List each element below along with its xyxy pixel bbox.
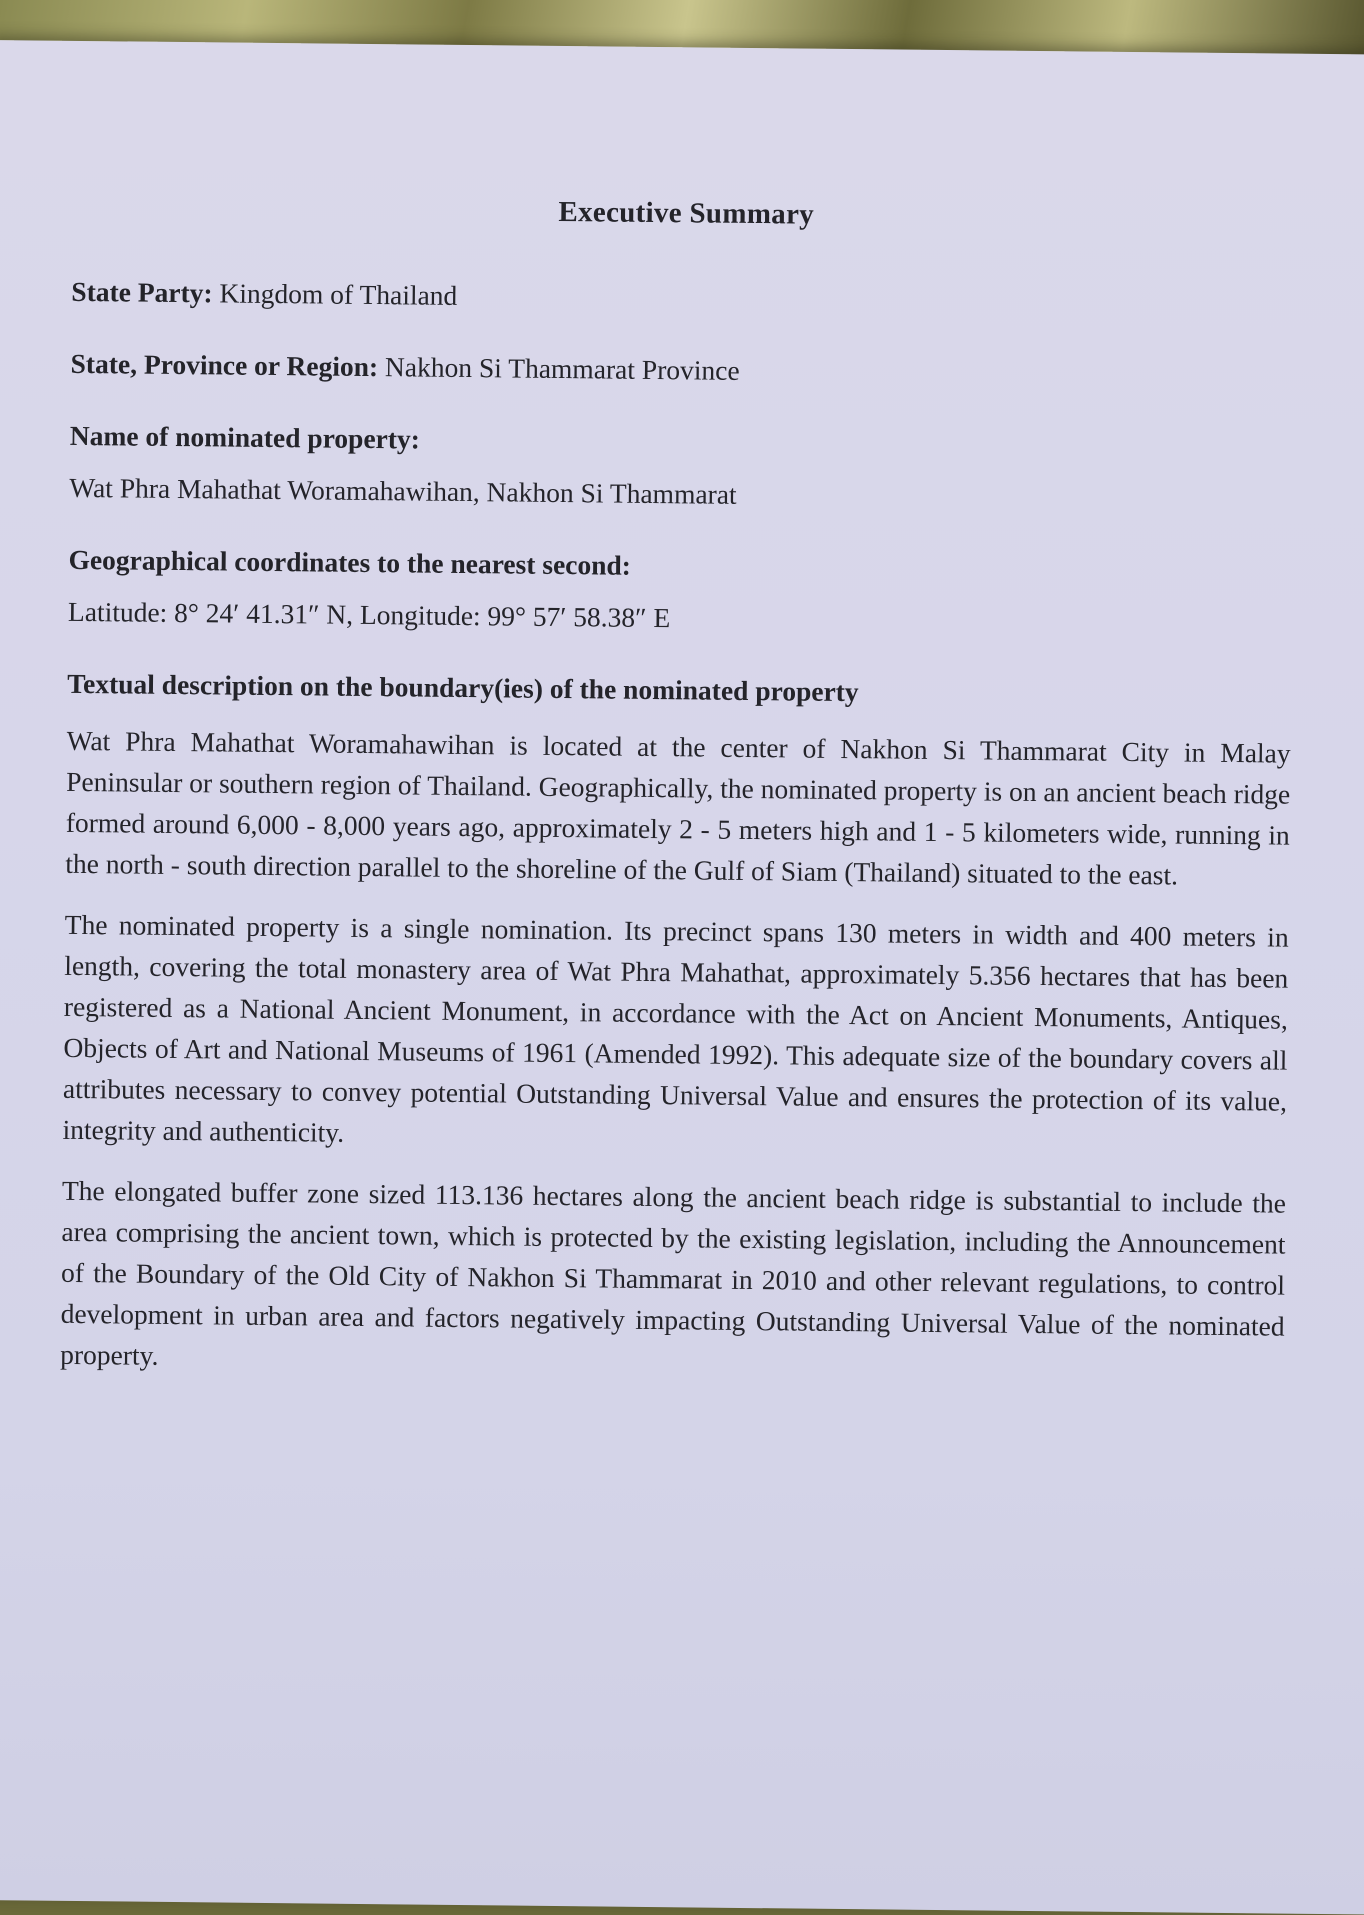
region-field [70,348,1298,393]
coordinates-value: Latitude: 8° 24′ 41.31″ N, Longitude: 99° 57′ 58.38″ E [67,595,671,634]
state-party-value: Kingdom of Thailand [219,277,458,311]
boundary-paragraph-buffer-zone: The elongated buffer zone sized 113.136 hectares along the ancient beach ridge is substantial to include the area comprising the ancient town, which is protected by the existing legislation, including the Announcement of the Boundary of the Old City of Nakhon Si Thammarat in 2010 and other relevant regulations, to control development in urban area and factors negatively impacting Outstanding Universal Value of the nominated property. [60,1174,1287,1371]
page-title: Executive Summary [558,195,815,231]
document-page [0,40,1364,1915]
state-party-field [71,276,1299,321]
property-name-value: Wat Phra Mahathat Woramahawihan, Nakhon Si Thammarat [69,471,737,510]
page-content [60,191,1301,1408]
state-party-label: State Party: [71,275,213,309]
region-label: State, Province or Region: [70,347,379,383]
region-value: Nakhon Si Thammarat Province [384,351,740,386]
property-name-heading: Name of nominated property: [69,419,421,455]
boundary-paragraph-location: Wat Phra Mahathat Woramahawihan is located at the center of Nakhon Si Thammarat City in Malay Peninsular or southern region of Thailand. Geographically, the nominated property is on an ancient beach ridge formed around 6,000 - 8,000 years ago, approximately 2 - 5 meters high and 1 - 5 kilometers wide, running in the north - south direction parallel to the shoreline of the Gulf of Siam (Thailand) situated to the east. [65,724,1291,891]
coordinates-heading: Geographical coordinates to the nearest second: [68,543,632,581]
boundary-paragraph-precinct: The nominated property is a single nomination. Its precinct spans 130 meters in width and 400 meters in length, covering the total monastery area of Wat Phra Mahathat, approximately 5.356 hectares that has been registered as a National Ancient Monument, in accordance with the Act on Ancient Monuments, Antiques, Objects of Art and National Museums of 1961 (Amended 1992). This adequate size of the boundary covers all attributes necessary to convey potential Outstanding Universal Value and ensures the protection of its value, integrity and authenticity. [62,908,1289,1148]
boundary-heading: Textual description on the boundary(ies) of the nominated property [67,667,859,708]
